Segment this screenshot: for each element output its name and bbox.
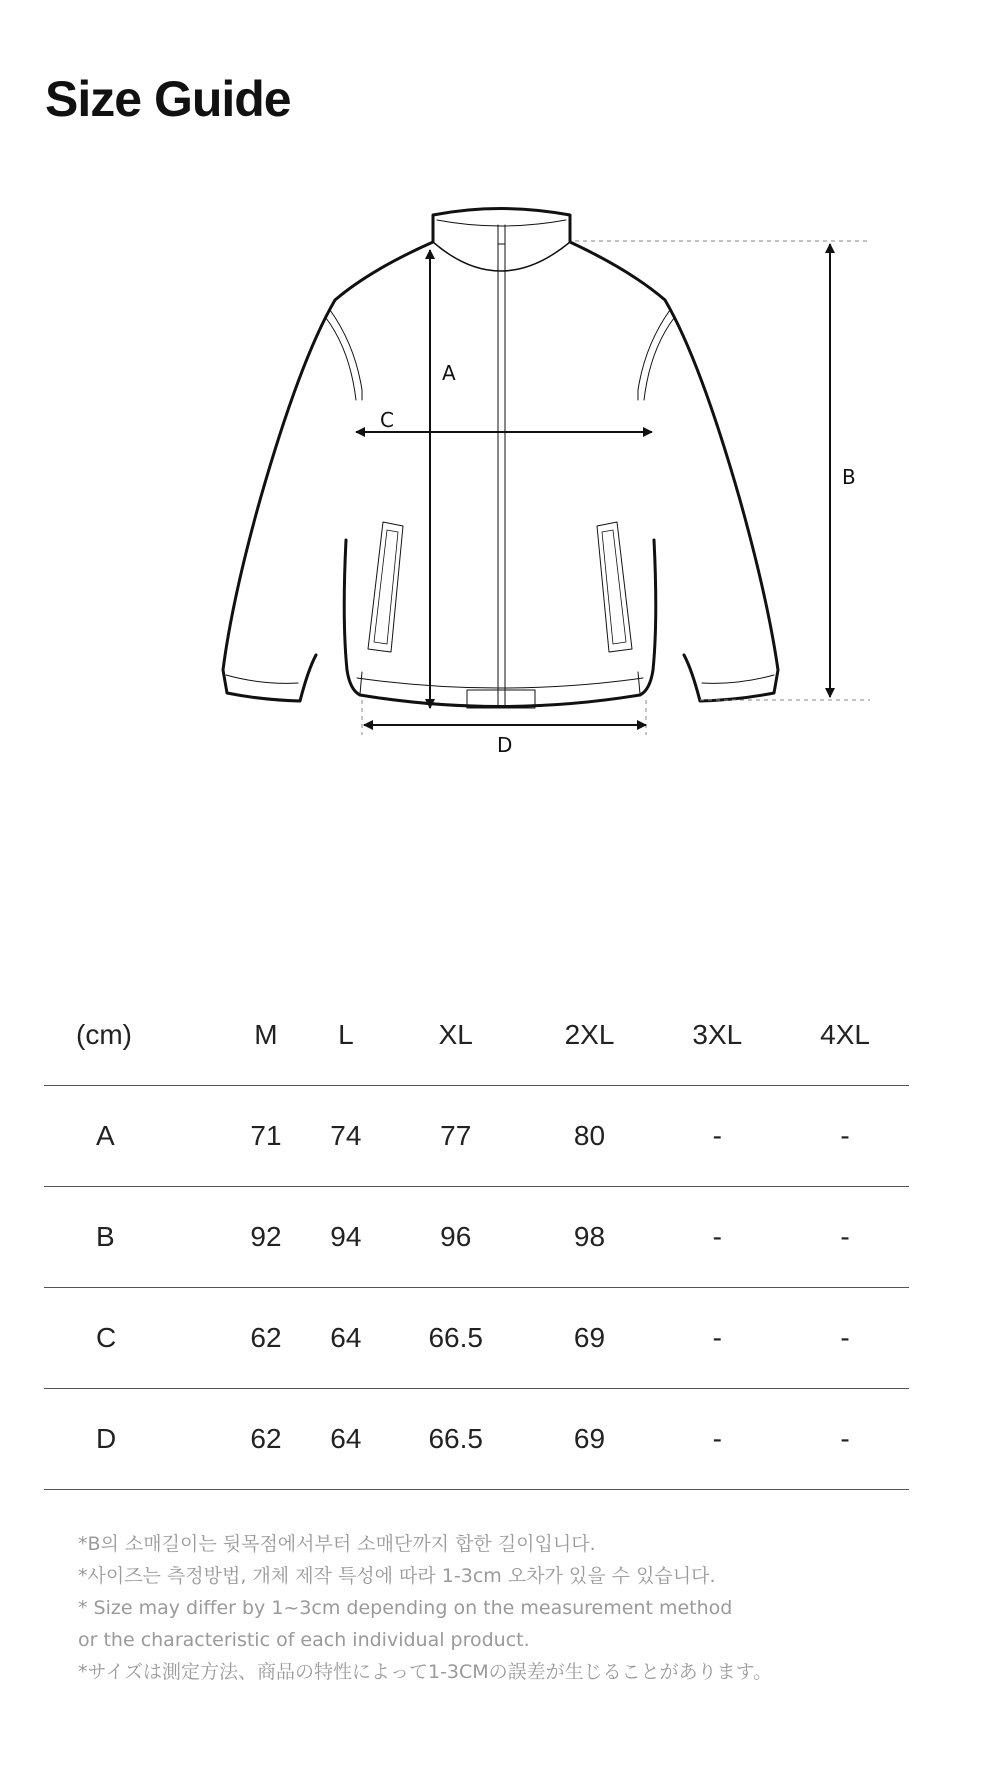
table-cell: 74: [306, 1086, 386, 1187]
table-cell: -: [781, 1389, 909, 1490]
table-cell: -: [653, 1187, 781, 1288]
table-row: [44, 1389, 909, 1490]
table-cell: 98: [526, 1187, 654, 1288]
row-label: B: [44, 1187, 226, 1288]
table-cell: 66.5: [386, 1288, 526, 1389]
size-header-4xl: 4XL: [781, 985, 909, 1086]
table-cell: 64: [306, 1288, 386, 1389]
row-label: C: [44, 1288, 226, 1389]
note-sleeve-length: *B의 소매길이는 뒷목점에서부터 소매단까지 합한 길이입니다.: [78, 1533, 596, 1555]
size-header-l: L: [306, 985, 386, 1086]
table-cell: 69: [526, 1389, 654, 1490]
table-cell: -: [653, 1086, 781, 1187]
table-cell: 71: [226, 1086, 306, 1187]
size-header-m: M: [226, 985, 306, 1086]
size-notes: [78, 1528, 898, 1688]
unit-label: (cm): [44, 985, 226, 1086]
table-cell: 94: [306, 1187, 386, 1288]
note-tolerance-ja: *サイズは測定方法、商品の特性によって1-3CMの誤差が生じることがあります。: [78, 1661, 773, 1683]
table-cell: 64: [306, 1389, 386, 1490]
measure-a-label: A: [442, 361, 456, 385]
table-cell: 62: [226, 1288, 306, 1389]
table-cell: -: [653, 1389, 781, 1490]
table-cell: 66.5: [386, 1389, 526, 1490]
table-cell: 77: [386, 1086, 526, 1187]
size-header-2xl: 2XL: [526, 985, 654, 1086]
jacket-measurement-diagram: [0, 200, 1000, 900]
table-cell: 80: [526, 1086, 654, 1187]
jacket-illustration: [223, 209, 778, 709]
table-cell: 92: [226, 1187, 306, 1288]
table-header-row: [44, 985, 909, 1086]
size-header-3xl: 3XL: [653, 985, 781, 1086]
note-tolerance-ko: *사이즈는 측정방법, 개체 제작 특성에 따라 1-3cm 오차가 있을 수 있습니다.: [78, 1565, 716, 1587]
note-tolerance-en: * Size may differ by 1~3cm depending on the measurement method or the characteristic of each individual product.: [78, 1597, 733, 1651]
table-row: [44, 1187, 909, 1288]
table-cell: 69: [526, 1288, 654, 1389]
table-cell: 62: [226, 1389, 306, 1490]
measure-c-label: C: [380, 408, 394, 432]
guide-lines: [362, 241, 870, 735]
page-title: Size Guide: [45, 71, 291, 127]
size-header-xl: XL: [386, 985, 526, 1086]
table-cell: -: [781, 1187, 909, 1288]
table-row: [44, 1288, 909, 1389]
measure-d-label: D: [497, 733, 513, 757]
row-label: D: [44, 1389, 226, 1490]
table-cell: -: [781, 1288, 909, 1389]
table-row: [44, 1086, 909, 1187]
row-label: A: [44, 1086, 226, 1187]
measure-b-label: B: [842, 465, 856, 489]
table-cell: -: [653, 1288, 781, 1389]
size-table: [44, 985, 909, 1490]
table-cell: -: [781, 1086, 909, 1187]
table-cell: 96: [386, 1187, 526, 1288]
